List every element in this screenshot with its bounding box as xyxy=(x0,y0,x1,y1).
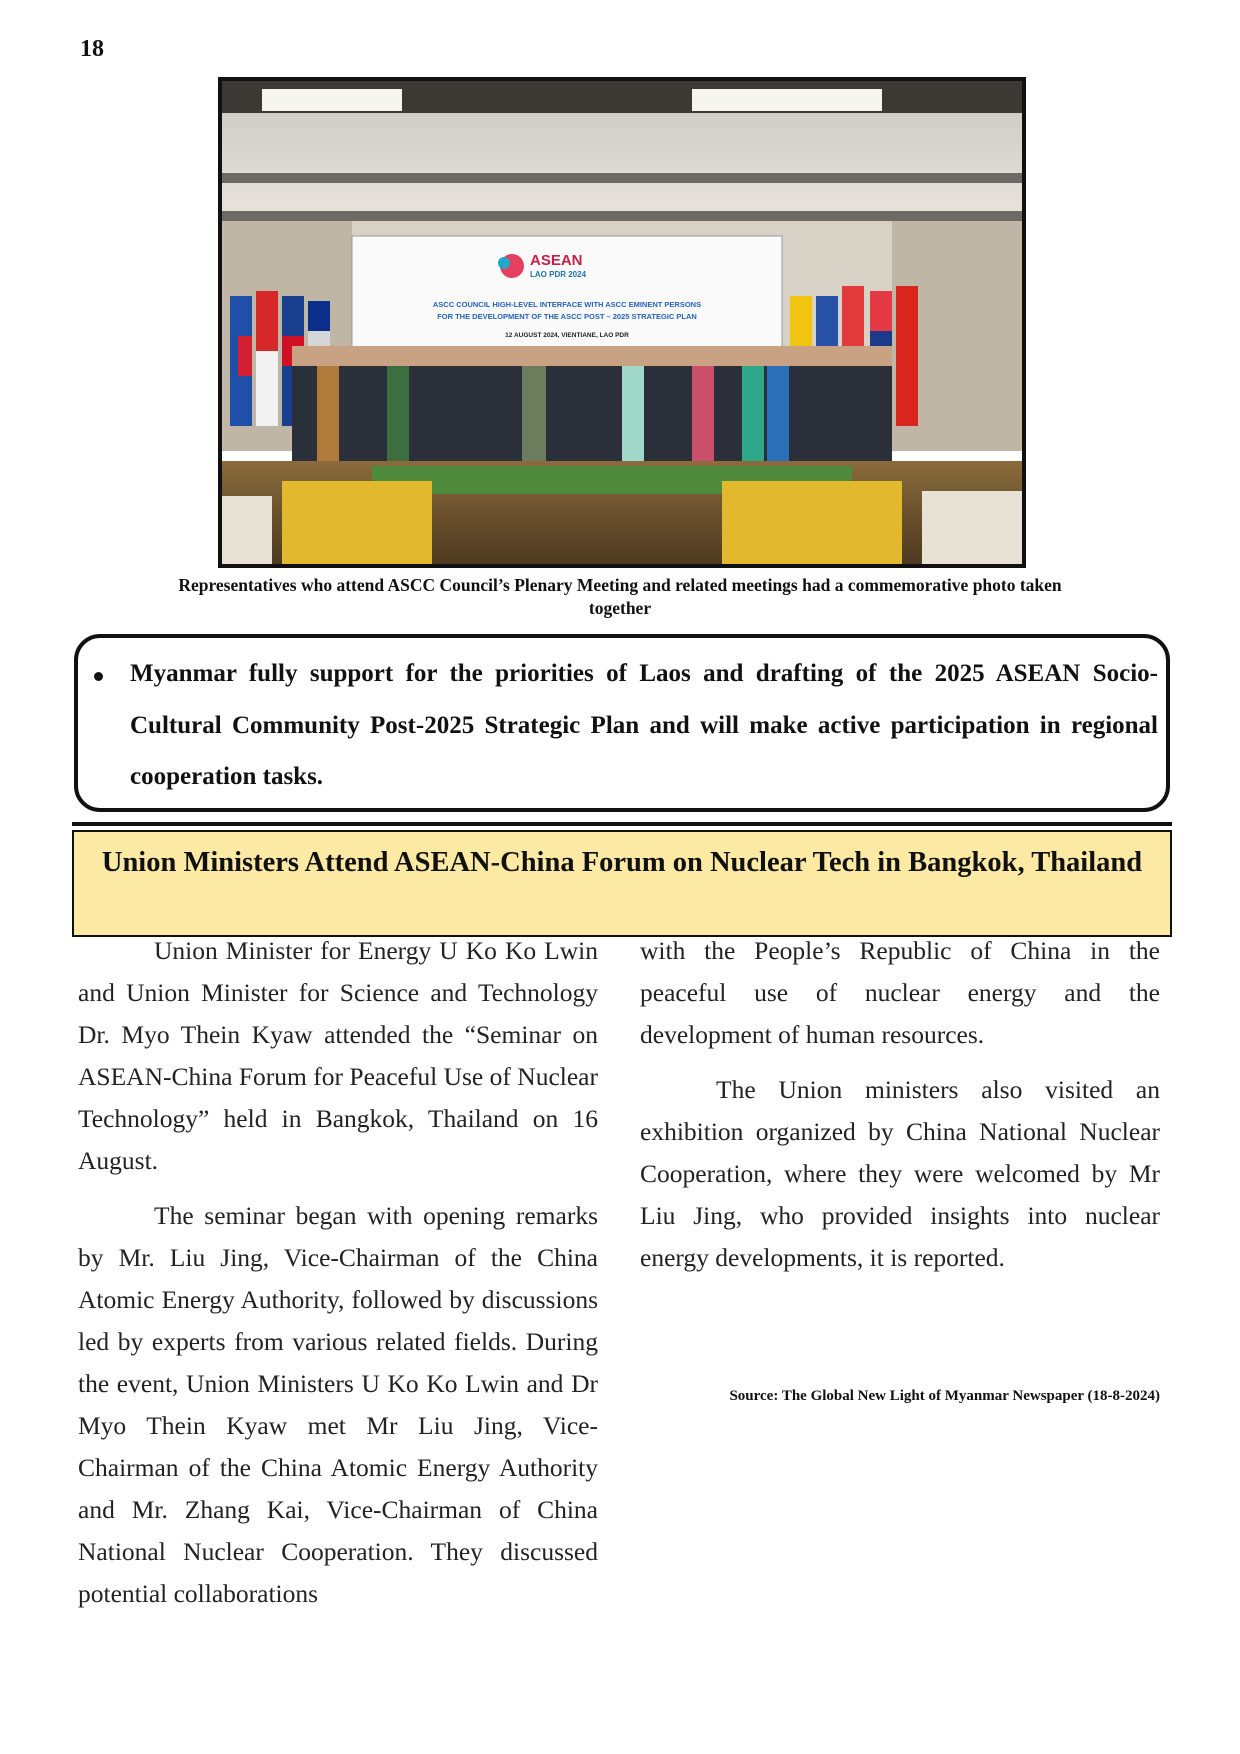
flag xyxy=(238,336,252,376)
paragraph: The Union ministers also visited an exhibition organized by China National Nuclear Cooperation, where they were welcomed by Mr Liu Jing, who provided insights into nuclear energy developments, it is reported. xyxy=(640,1075,1160,1272)
article-column-left xyxy=(78,930,598,1628)
group-photo-illustration xyxy=(222,81,1022,564)
paragraph: with the People’s Republic of China in the peaceful use of nuclear energy and the development of human resources. xyxy=(640,936,1160,1049)
section-divider xyxy=(72,822,1172,826)
key-point-text: Myanmar fully support for the priorities of Laos and drafting of the 2025 ASEAN Socio-Cultural Community Post-2025 Strategic Plan and will make active participation in regional cooperation tasks. xyxy=(130,660,1158,790)
bullet-icon xyxy=(94,672,103,681)
banner-subbrand: LAO PDR 2024 xyxy=(530,270,587,279)
article-headline: Union Ministers Attend ASEAN-China Forum on Nuclear Tech in Bangkok, Thailand xyxy=(72,830,1172,937)
banner-line-1: ASCC COUNCIL HIGH-LEVEL INTERFACE WITH ASCC EMINENT PERSONS xyxy=(432,300,702,309)
banner-date: 12 AUGUST 2024, VIENTIANE, LAO PDR xyxy=(505,332,629,339)
delegates-row xyxy=(292,346,892,471)
banner-line-2: FOR THE DEVELOPMENT OF THE ASCC POST – 2025 STRATEGIC PLAN xyxy=(437,312,697,321)
page-number: 18 xyxy=(80,36,104,62)
flag xyxy=(308,301,330,331)
banner-brand: ASEAN xyxy=(530,252,583,269)
article-column-right xyxy=(640,930,1160,1292)
flag xyxy=(256,291,278,351)
paragraph: The seminar began with opening remarks by Mr. Liu Jing, Vice-Chairman of the China Atomic Energy Authority, followed by discussions led by experts from various related fields. During the event, Union Ministers U Ko Ko Lwin and Dr Myo Thein Kyaw met Mr Liu Jing, Vice-Chairman of the China Atomic Energy Authority and Mr. Zhang Kai, Vice-Chairman of China National Nuclear Cooperation. They discussed potential collaborations xyxy=(78,1201,598,1608)
photo-caption: Representatives who attend ASCC Council’s Plenary Meeting and related meetings had a commemorative photo taken together xyxy=(178,575,1062,618)
key-point-box xyxy=(74,634,1170,812)
source-credit: Source: The Global New Light of Myanmar Newspaper (18-8-2024) xyxy=(729,1388,1160,1404)
group-photo xyxy=(218,77,1026,568)
paragraph: Union Minister for Energy U Ko Ko Lwin and Union Minister for Science and Technology Dr. Myo Thein Kyaw attended the “Seminar on ASEAN-China Forum for Peaceful Use of Nuclear Technology” held in Bangkok, Thailand on 16 August. xyxy=(78,936,598,1175)
flag xyxy=(896,286,918,426)
